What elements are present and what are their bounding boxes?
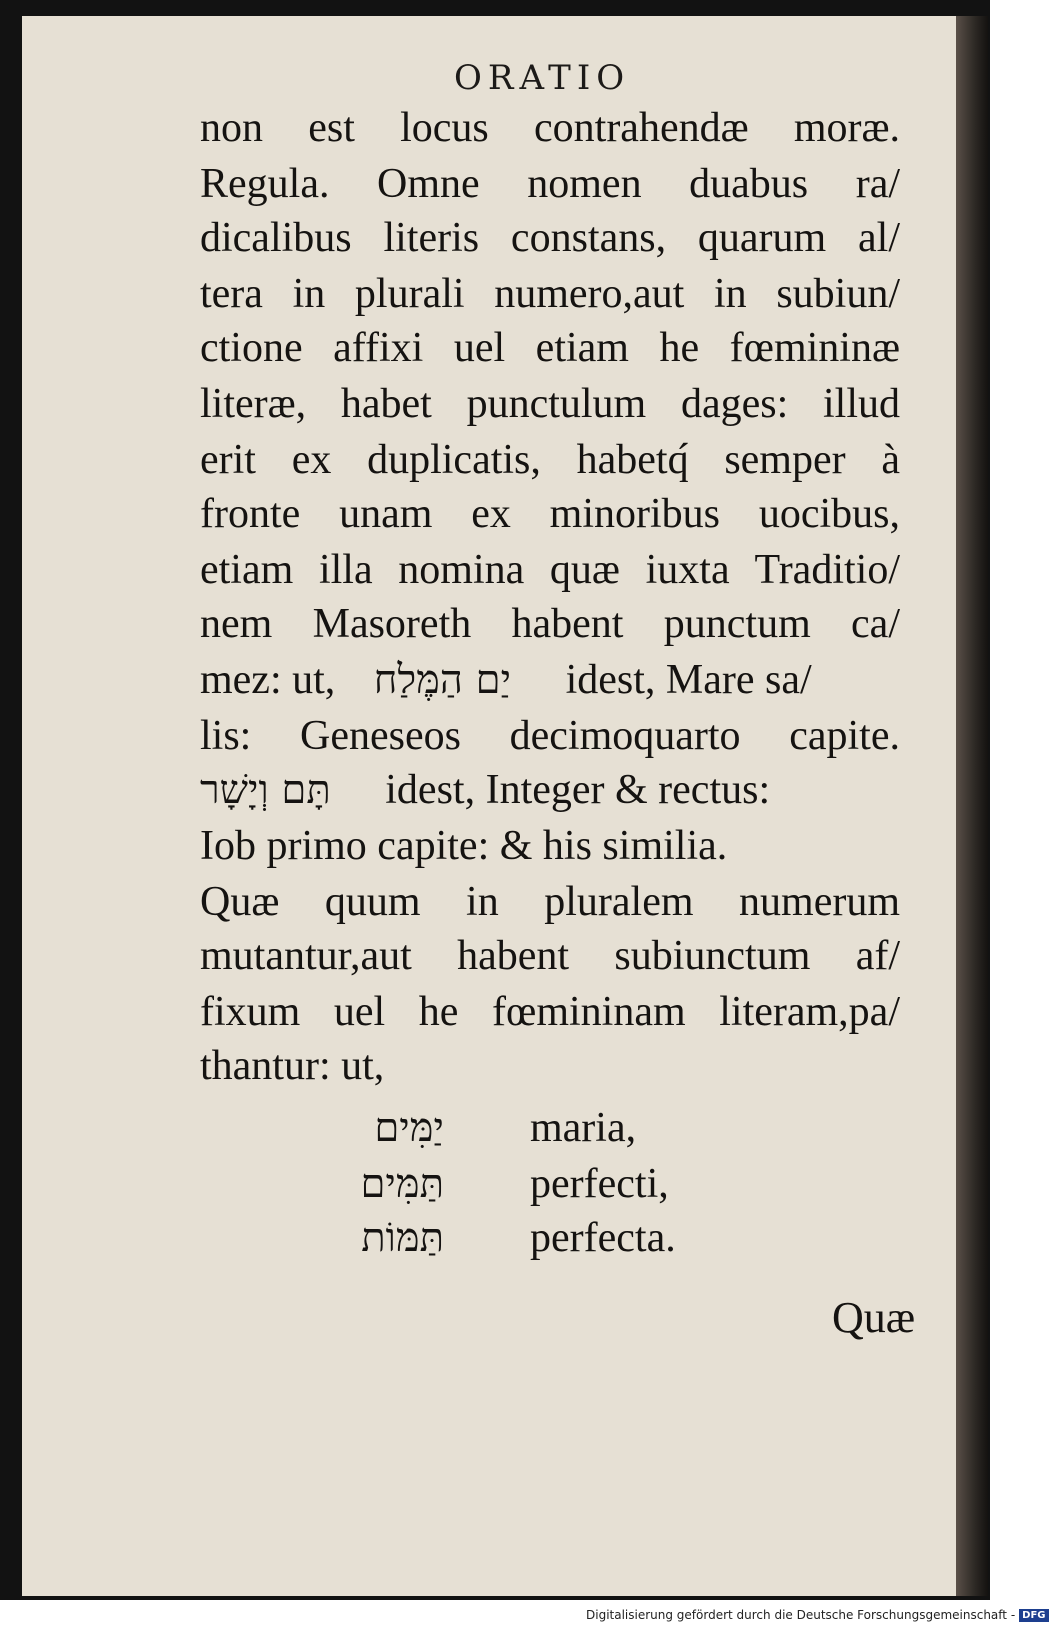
tam-suffix: idest, Integer & rectus: (385, 767, 771, 813)
mez-prefix: mez: ut, (200, 657, 336, 703)
hebrew-yam-hamelach: יַם הַמֶּלַח (373, 657, 512, 703)
dfg-logo: DFG (1019, 1609, 1048, 1622)
example-latin: maria, (530, 1105, 637, 1151)
example-hebrew: יַמִּים (374, 1105, 444, 1151)
catchword: Quæ (832, 1293, 916, 1342)
digitization-footer (586, 1605, 1046, 1625)
example-row (200, 1104, 700, 1160)
text-line-tam (200, 766, 900, 814)
text-line-6: literæ, habet punctulum dages: illud (200, 381, 900, 427)
example-latin: perfecti, (530, 1161, 669, 1207)
mez-suffix: idest, Mare sa/ (565, 657, 812, 703)
text-line-lis: lis: Geneseos decimoquarto capite. (200, 713, 900, 759)
text-line-9: etiam illa nomina quæ iuxta Traditio/ (200, 547, 900, 593)
text-line-fixum: fixum uel he fœmininam literam,pa/ (200, 989, 900, 1035)
hebrew-tam-veyashar: תָּם וְיָשָׁר (200, 767, 331, 813)
text-line-iob: Iob primo capite: & his similia. (200, 823, 728, 869)
example-hebrew: תַּמִּים (360, 1161, 444, 1207)
text-line-7: erit ex duplicatis, habetq́ semper à (200, 437, 900, 483)
text-line-mutantur: mutantur,aut habent subiunctum af/ (200, 933, 900, 979)
text-line-3: dicalibus literis constans, quarum al/ (200, 215, 900, 261)
text-line-2: Regula. Omne nomen duabus ra/ (200, 161, 900, 207)
text-line-8: fronte unam ex minoribus uocibus, (200, 491, 900, 537)
example-row (200, 1160, 700, 1216)
example-row (200, 1214, 700, 1270)
text-line-10: nem Masoreth habent punctum ca/ (200, 601, 900, 647)
text-line-thantur: thantur: ut, (200, 1043, 385, 1089)
text-line-mez (200, 656, 900, 704)
page-gutter (956, 16, 988, 1596)
text-line-5: ctione affixi uel etiam he fœmininæ (200, 325, 900, 371)
running-head: ORATIO (454, 58, 631, 98)
text-line-quae: Quæ quum in pluralem numerum (200, 879, 900, 925)
example-latin: perfecta. (530, 1215, 676, 1261)
example-hebrew: תַּמּוֹת (361, 1215, 444, 1261)
footer-text: Digitalisierung gefördert durch die Deutsche Forschungsgemeinschaft - (586, 1608, 1016, 1622)
text-line-4: tera in plurali numero,aut in subiun/ (200, 271, 900, 317)
text-line-1: non est locus contrahendæ moræ. (200, 105, 900, 151)
